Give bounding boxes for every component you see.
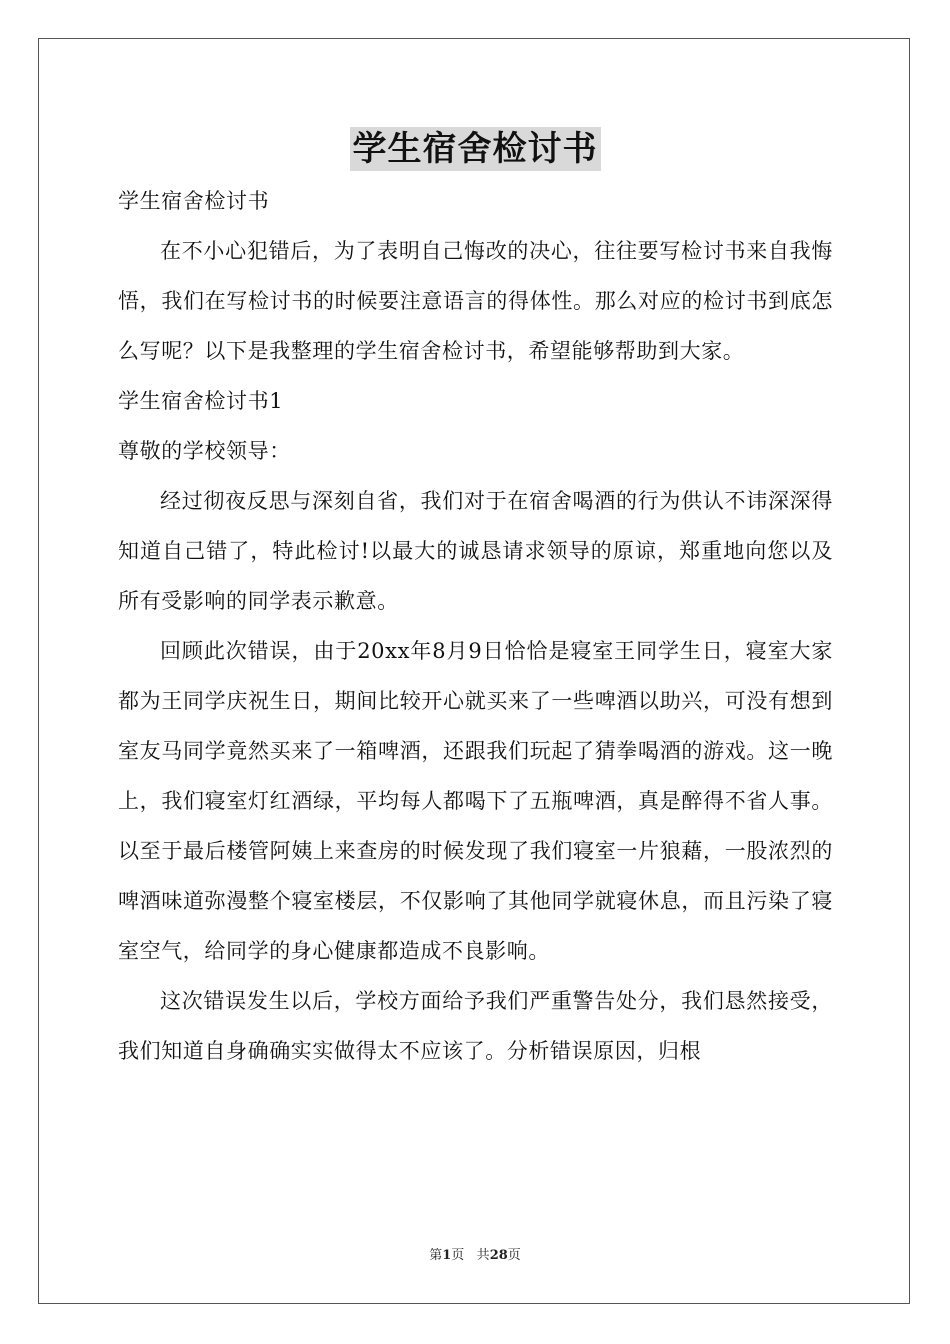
paragraph-body: 这次错误发生以后，学校方面给予我们严重警告处分，我们恳然接受，我们知道自身确确实实做得太不应该了。分析错误原因，归根 [118, 989, 833, 1063]
footer-page-suffix: 页 [451, 1248, 465, 1263]
document-body [118, 176, 833, 1076]
paragraph-salutation: 尊敬的学校领导： [118, 439, 291, 463]
footer-page-prefix: 第 [429, 1248, 443, 1263]
paragraph-subtitle: 学生宿舍检讨书 [118, 189, 270, 213]
paragraph-section-heading: 学生宿舍检讨书1 [118, 389, 284, 413]
document-title [0, 127, 950, 171]
paragraph-intro: 在不小心犯错后，为了表明自己悔改的决心，往往要写检讨书来自我悔悟，我们在写检讨书的时候要注意语言的得体性。那么对应的检讨书到底怎么写呢？以下是我整理的学生宿舍检讨书，希望能够帮助到大家。 [118, 239, 833, 363]
footer-page-number: 1 [442, 1248, 452, 1263]
footer-total-prefix: 共 [476, 1248, 490, 1263]
page-footer [0, 1244, 950, 1263]
footer-total-suffix: 页 [507, 1248, 521, 1263]
footer-total-pages: 28 [489, 1248, 508, 1263]
paragraph-body: 回顾此次错误，由于20xx年8月9日恰恰是寝室王同学生日，寝室大家都为王同学庆祝生日，期间比较开心就买来了一些啤酒以助兴，可没有想到室友马同学竟然买来了一箱啤酒，还跟我们玩起了猜拳喝酒的游戏。这一晚上，我们寝室灯红酒绿，平均每人都喝下了五瓶啤酒，真是醉得不省人事。以至于最后楼管阿姨上来查房的时候发现了我们寝室一片狼藉，一股浓烈的啤酒味道弥漫整个寝室楼层，不仅影响了其他同学就寝休息，而且污染了寝室空气，给同学的身心健康都造成不良影响。 [118, 639, 833, 963]
document-title-text: 学生宿舍检讨书 [350, 127, 601, 171]
paragraph-body: 经过彻夜反思与深刻自省，我们对于在宿舍喝酒的行为供认不讳深深得知道自己错了，特此检讨!以最大的诚恳请求领导的原谅，郑重地向您以及所有受影响的同学表示歉意。 [118, 489, 833, 613]
